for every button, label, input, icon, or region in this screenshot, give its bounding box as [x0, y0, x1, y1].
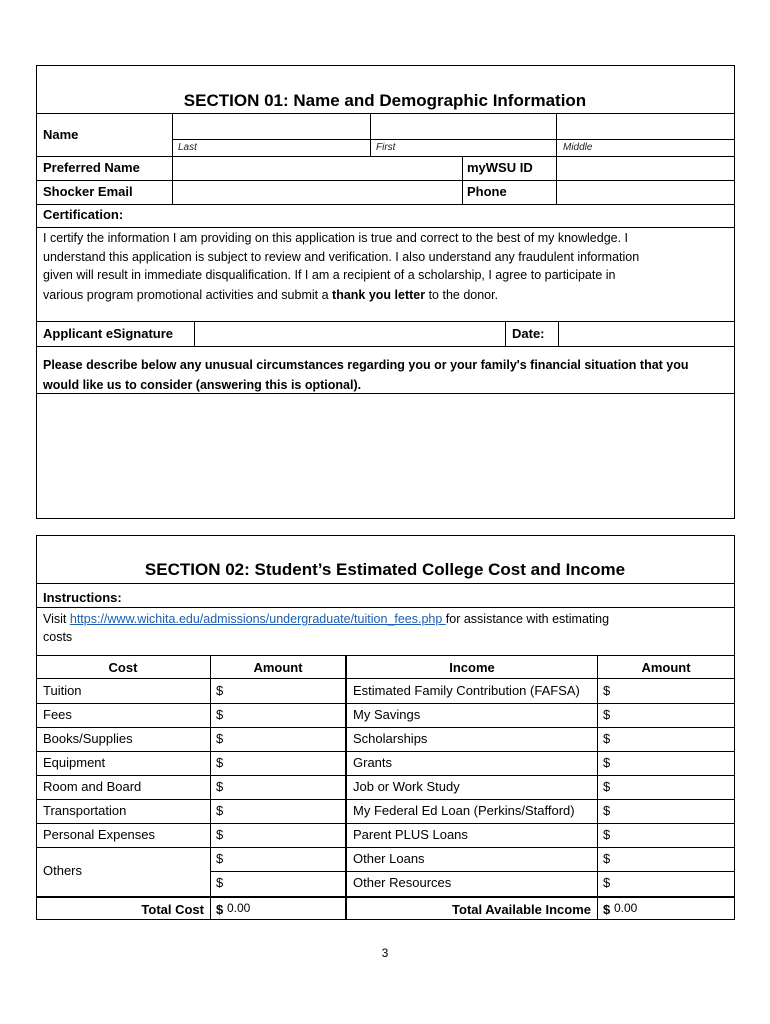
- cost-row-label: Fees: [43, 707, 72, 722]
- esignature-label: Applicant eSignature: [43, 326, 174, 341]
- total-cost-label: Total Cost: [141, 902, 204, 917]
- cost-dollar-sign: $: [216, 779, 224, 794]
- income-dollar-sign: $: [603, 707, 611, 722]
- last-name-caption: Last: [178, 142, 197, 153]
- cost-dollar-sign: $: [216, 851, 224, 866]
- phone-field[interactable]: [557, 181, 734, 204]
- income-dollar-sign: $: [603, 731, 611, 746]
- cost-dollar-sign: $: [216, 827, 224, 842]
- cost-dollar-sign: $: [216, 803, 224, 818]
- certification-text-line: given will result in immediate disqualification. If I am a recipient of a scholarship, I agree to participate in: [43, 268, 616, 282]
- preferred-name-field[interactable]: [173, 157, 462, 180]
- shocker-email-label: Shocker Email: [43, 184, 133, 199]
- cost-amount-field[interactable]: [226, 800, 344, 823]
- mywsu-id-label: myWSU ID: [467, 160, 533, 175]
- instructions-label: Instructions:: [43, 590, 122, 605]
- income-dollar-sign: $: [603, 779, 611, 794]
- certification-label: Certification:: [43, 207, 124, 222]
- total-income-label: Total Available Income: [452, 902, 591, 917]
- instructions-after-link: for assistance with estimating: [445, 612, 610, 626]
- first-name-caption: First: [376, 142, 396, 153]
- income-row-label: Other Loans: [353, 851, 425, 866]
- income-amount-field[interactable]: [613, 848, 734, 871]
- circumstances-textarea[interactable]: [37, 394, 734, 518]
- income-dollar-sign: $: [603, 803, 611, 818]
- circumstances-prompt: would like us to consider (answering this is optional).: [43, 378, 362, 392]
- section-02-title: SECTION 02: Student’s Estimated College Cost and Income: [144, 560, 626, 579]
- total-income-value: 0.00: [614, 901, 638, 915]
- income-row-label: Grants: [353, 755, 393, 770]
- divider: [36, 227, 735, 228]
- certification-text-post: to the donor.: [425, 288, 499, 302]
- cost-row-label: Books/Supplies: [43, 731, 133, 746]
- divider: [597, 655, 598, 920]
- cost-column-header: Cost: [108, 660, 138, 675]
- phone-label: Phone: [467, 184, 507, 199]
- income-row-label: Job or Work Study: [353, 779, 460, 794]
- income-dollar-sign: $: [603, 755, 611, 770]
- income-column-header: Income: [449, 660, 495, 675]
- cost-dollar-sign: $: [216, 875, 224, 890]
- income-row-label: Other Resources: [353, 875, 452, 890]
- income-row-label: Parent PLUS Loans: [353, 827, 468, 842]
- mywsu-id-field[interactable]: [557, 157, 734, 180]
- divider: [36, 678, 735, 679]
- date-field[interactable]: [559, 322, 734, 346]
- divider: [36, 204, 735, 205]
- esignature-field[interactable]: [195, 322, 505, 346]
- divider: [36, 655, 735, 656]
- amount-column-header: Amount: [641, 660, 691, 675]
- divider: [172, 139, 735, 140]
- total-income-dollar: $: [603, 902, 611, 917]
- amount-column-header: Amount: [253, 660, 303, 675]
- income-amount-field[interactable]: [613, 704, 734, 727]
- divider: [345, 655, 347, 920]
- cost-row-label: Personal Expenses: [43, 827, 156, 842]
- income-amount-field[interactable]: [613, 824, 734, 847]
- others-label: Others: [43, 863, 83, 878]
- cost-amount-field[interactable]: [226, 704, 344, 727]
- instructions-text: [43, 611, 609, 627]
- income-dollar-sign: $: [603, 827, 611, 842]
- thank-you-letter-text: thank you letter: [332, 288, 426, 302]
- certification-text-line: understand this application is subject to review and verification. I also understand any fraudulent information: [43, 250, 640, 264]
- shocker-email-field[interactable]: [173, 181, 462, 204]
- circumstances-prompt: Please describe below any unusual circumstances regarding you or your family's financial situation that you: [43, 358, 689, 372]
- certification-text-pre: various program promotional activities and submit a: [43, 288, 333, 302]
- tuition-fees-link[interactable]: https://www.wichita.edu/admissions/undergraduate/tuition_fees.php: [69, 612, 446, 626]
- income-dollar-sign: $: [603, 875, 611, 890]
- preferred-name-label: Preferred Name: [43, 160, 140, 175]
- date-label: Date:: [512, 326, 545, 341]
- first-name-field[interactable]: [371, 114, 556, 139]
- income-row-label: Scholarships: [353, 731, 428, 746]
- income-amount-field[interactable]: [613, 800, 734, 823]
- divider: [462, 156, 463, 204]
- visit-text: Visit: [43, 612, 70, 626]
- income-amount-field[interactable]: [613, 872, 734, 895]
- income-row-label: My Savings: [353, 707, 421, 722]
- cost-amount-field[interactable]: [226, 752, 344, 775]
- income-row-label: Estimated Family Contribution (FAFSA): [353, 683, 580, 698]
- divider: [36, 607, 735, 608]
- certification-text-line: [43, 287, 498, 303]
- cost-amount-field[interactable]: [226, 728, 344, 751]
- cost-dollar-sign: $: [216, 683, 224, 698]
- middle-name-caption: Middle: [563, 142, 593, 153]
- cost-amount-field[interactable]: [226, 776, 344, 799]
- cost-amount-field[interactable]: [226, 824, 344, 847]
- divider: [36, 583, 735, 584]
- income-amount-field[interactable]: [613, 776, 734, 799]
- middle-name-field[interactable]: [557, 114, 734, 139]
- cost-row-label: Room and Board: [43, 779, 142, 794]
- instructions-text-costs: costs: [43, 630, 73, 644]
- cost-dollar-sign: $: [216, 755, 224, 770]
- divider: [210, 655, 211, 920]
- total-cost-value: 0.00: [227, 901, 251, 915]
- income-amount-field[interactable]: [613, 752, 734, 775]
- cost-amount-field[interactable]: [226, 848, 344, 871]
- cost-dollar-sign: $: [216, 707, 224, 722]
- cost-dollar-sign: $: [216, 731, 224, 746]
- income-amount-field[interactable]: [613, 680, 734, 703]
- cost-amount-field[interactable]: [226, 680, 344, 703]
- divider: [36, 346, 735, 347]
- certification-text-line: I certify the information I am providing on this application is true and correct to the best of my knowledge. I: [43, 231, 629, 245]
- income-amount-field[interactable]: [613, 728, 734, 751]
- cost-amount-field[interactable]: [226, 872, 344, 895]
- cost-row-label: Transportation: [43, 803, 127, 818]
- total-cost-dollar: $: [216, 902, 224, 917]
- divider: [505, 321, 506, 346]
- section-01-title: SECTION 01: Name and Demographic Information: [183, 91, 587, 110]
- income-dollar-sign: $: [603, 683, 611, 698]
- page-number: 3: [381, 946, 389, 960]
- last-name-field[interactable]: [173, 114, 370, 139]
- income-row-label: My Federal Ed Loan (Perkins/Stafford): [353, 803, 575, 818]
- cost-row-label: Equipment: [43, 755, 106, 770]
- name-label: Name: [43, 127, 79, 142]
- cost-row-label: Tuition: [43, 683, 82, 698]
- income-dollar-sign: $: [603, 851, 611, 866]
- divider: [36, 896, 735, 898]
